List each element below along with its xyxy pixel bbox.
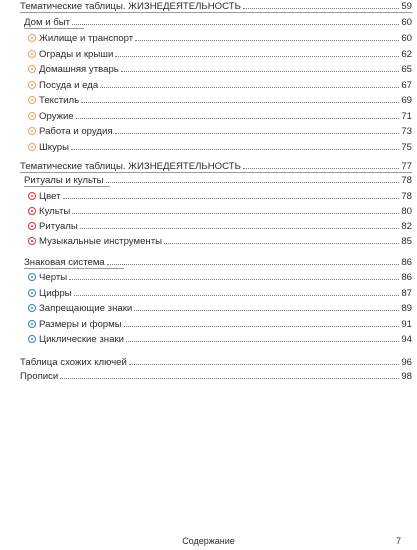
dot-leader	[100, 87, 399, 88]
toc-page-number: 86	[401, 272, 412, 283]
toc-entry[interactable]	[28, 125, 412, 137]
textile-icon	[28, 96, 36, 104]
toc-page-number: 67	[401, 79, 412, 91]
house-icon	[28, 34, 36, 42]
toc-entry-text: Шкуры	[39, 141, 70, 153]
toc-page-number: 82	[401, 221, 412, 232]
dot-leader	[134, 310, 399, 311]
toc-entry-label: Прописи	[20, 371, 59, 382]
toc-entry-text: Текстиль	[39, 95, 80, 106]
toc-page-number: 91	[401, 318, 412, 330]
toc-entry-label	[28, 33, 133, 44]
divider	[20, 12, 412, 13]
toc-entry-text: Размеры и формы	[39, 318, 122, 330]
utensil-icon	[28, 65, 36, 73]
toc-entry-label	[28, 221, 78, 232]
dot-leader	[76, 118, 400, 119]
toc-entry[interactable]	[28, 302, 412, 314]
toc-page-number: 60	[401, 17, 412, 28]
toc-entry-text: Цвет	[39, 191, 61, 202]
divider	[24, 186, 110, 187]
toc-group-title[interactable]	[24, 174, 412, 186]
toc-entry[interactable]	[28, 94, 412, 106]
bowl-icon	[28, 81, 36, 89]
toc-entry-text: Запрещающие знаки	[39, 303, 133, 314]
toc-entry-label	[28, 334, 124, 345]
toc-section-title[interactable]	[20, 0, 412, 12]
toc-entry-label	[28, 303, 132, 314]
divider	[24, 28, 84, 29]
toc-entry-text: Жилище и транспорт	[39, 33, 134, 44]
toc-page-number: 71	[401, 110, 412, 122]
toc-entry-label	[28, 319, 122, 330]
digit-icon	[28, 289, 36, 297]
toc-entry-label	[28, 206, 70, 217]
toc-entry[interactable]	[28, 271, 412, 283]
dot-leader	[69, 279, 399, 280]
line-icon	[28, 273, 36, 281]
toc-group-title[interactable]	[24, 256, 412, 268]
toc-section-label: Тематические таблицы. ЖИЗНЕДЕЯТЕЛЬНОСТЬ	[20, 161, 241, 172]
toc-entry[interactable]	[28, 287, 412, 299]
dot-leader	[115, 133, 400, 134]
dot-leader	[63, 198, 400, 199]
toc-entry-label	[28, 80, 98, 91]
toc-page-number: 60	[401, 33, 412, 44]
tool-icon	[28, 127, 36, 135]
toc-page-number: 86	[401, 257, 412, 268]
toc-page-number: 94	[401, 334, 412, 345]
toc-group-label: Дом и быт	[24, 17, 71, 28]
toc-page-number: 85	[401, 236, 412, 247]
toc-page-number: 80	[401, 206, 412, 217]
divider	[24, 268, 124, 269]
weapon-icon	[28, 112, 36, 120]
color-icon	[28, 192, 36, 200]
fence-icon	[28, 50, 36, 58]
toc-page-number: 96	[401, 357, 412, 368]
toc-entry-label	[28, 236, 162, 247]
toc-section-title[interactable]	[20, 160, 412, 172]
toc-section-label: Тематические таблицы. ЖИЗНЕДЕЯТЕЛЬНОСТЬ	[20, 1, 241, 12]
toc-entry[interactable]	[28, 220, 412, 232]
toc-entry-label	[28, 142, 69, 153]
dot-leader	[81, 102, 399, 103]
toc-group-title[interactable]	[24, 16, 412, 28]
divider	[20, 172, 412, 173]
dot-leader	[243, 168, 399, 169]
dot-leader	[121, 71, 400, 72]
hide-icon	[28, 143, 36, 151]
forbidden-icon	[28, 304, 36, 312]
music-icon	[28, 237, 36, 245]
footer-label: Содержание	[182, 536, 235, 546]
dot-leader	[129, 364, 400, 365]
toc-page-number: 78	[401, 191, 412, 202]
toc-entry-text: Посуда и еда	[39, 79, 99, 91]
ritual-icon	[28, 222, 36, 230]
toc-entry-label	[28, 288, 72, 299]
dot-leader	[80, 228, 400, 229]
toc-entry[interactable]	[28, 110, 412, 122]
toc-entry[interactable]	[28, 333, 412, 345]
dot-leader	[107, 264, 400, 265]
shape-icon	[28, 320, 36, 328]
dot-leader	[106, 182, 400, 183]
dot-leader	[126, 341, 399, 342]
footer-page-number: 7	[396, 536, 402, 546]
toc-entry-text: Ритуалы	[39, 221, 78, 232]
dot-leader	[115, 56, 399, 57]
toc-entry[interactable]	[28, 141, 412, 153]
dot-leader	[72, 213, 399, 214]
toc-page-number: 98	[401, 371, 412, 382]
toc-entry[interactable]	[28, 190, 412, 202]
toc-group-label: Ритуалы и культы	[24, 175, 104, 186]
toc-entry-text: Культы	[39, 206, 71, 217]
toc-entry-text: Черты	[39, 272, 68, 283]
toc-page-number: 89	[401, 303, 412, 314]
toc-entry-label	[28, 111, 74, 122]
toc-entry[interactable]	[28, 32, 412, 44]
dot-leader	[243, 8, 399, 9]
toc-entry[interactable]	[28, 63, 412, 75]
toc-entry[interactable]	[20, 356, 412, 368]
toc-entry-label	[28, 126, 113, 137]
toc-entry-text: Ограды и крыши	[39, 48, 114, 60]
toc-entry-label: Таблица схожих ключей	[20, 357, 127, 368]
toc-entry[interactable]	[28, 48, 412, 60]
toc-entry[interactable]	[28, 318, 412, 330]
cult-icon	[28, 207, 36, 215]
toc-page-number: 62	[401, 48, 412, 60]
toc-entry-text: Работа и орудия	[39, 126, 113, 137]
toc-page-number: 75	[401, 141, 412, 153]
toc-entry[interactable]	[28, 235, 412, 247]
dot-leader	[71, 149, 399, 150]
toc-entry-label	[28, 191, 61, 202]
toc-page-number: 78	[401, 175, 412, 186]
toc-entry[interactable]	[20, 370, 412, 382]
toc-entry-text: Оружие	[39, 110, 74, 122]
dot-leader	[60, 378, 399, 379]
dot-leader	[135, 40, 399, 41]
toc-entry[interactable]	[28, 205, 412, 217]
toc-entry-label	[28, 95, 79, 106]
cycle-icon	[28, 335, 36, 343]
toc-entry-text: Музыкальные инструменты	[39, 236, 163, 247]
toc-entry[interactable]	[28, 79, 412, 91]
toc-entry-label	[28, 272, 67, 283]
dot-leader	[72, 24, 399, 25]
toc-entry-label	[28, 49, 113, 60]
toc-page-number: 77	[401, 161, 412, 172]
toc-page-number: 87	[401, 287, 412, 299]
dot-leader	[74, 295, 400, 296]
toc-group-label: Знаковая система	[24, 257, 105, 268]
toc-page-number: 59	[401, 1, 412, 12]
toc-entry-text: Цифры	[39, 287, 72, 299]
toc-entry-text: Домашняя утварь	[39, 64, 119, 75]
toc-entry-text: Циклические знаки	[39, 334, 124, 345]
toc-page-number: 73	[401, 126, 412, 137]
dot-leader	[124, 326, 400, 327]
dot-leader	[164, 243, 399, 244]
toc-page-number: 69	[401, 95, 412, 106]
toc-page-number: 65	[401, 64, 412, 75]
toc-entry-label	[28, 64, 119, 75]
